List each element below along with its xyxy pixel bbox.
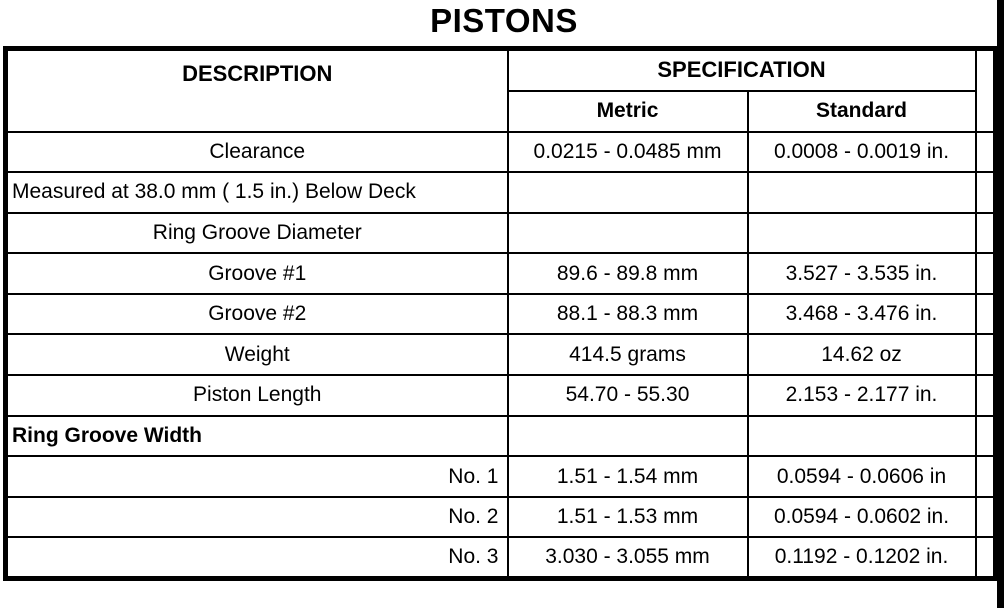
metric-cell	[508, 172, 748, 213]
spacer-cell	[976, 213, 996, 254]
description-cell: Piston Length	[6, 375, 508, 416]
table-row	[6, 253, 996, 294]
description-cell: Groove #2	[6, 294, 508, 335]
standard-cell	[748, 213, 976, 254]
table-row	[6, 497, 996, 538]
table-row	[6, 456, 996, 497]
standard-cell: 3.468 - 3.476 in.	[748, 294, 976, 335]
metric-cell: 1.51 - 1.54 mm	[508, 456, 748, 497]
standard-cell: 0.0594 - 0.0606 in	[748, 456, 976, 497]
spacer-cell	[976, 456, 996, 497]
page-title: PISTONS	[430, 2, 578, 39]
standard-cell: 2.153 - 2.177 in.	[748, 375, 976, 416]
metric-cell: 54.70 - 55.30	[508, 375, 748, 416]
standard-cell: 0.0008 - 0.0019 in.	[748, 132, 976, 173]
spacer-column-header	[976, 49, 996, 132]
metric-cell: 0.0215 - 0.0485 mm	[508, 132, 748, 173]
standard-column-header: Standard	[748, 91, 976, 132]
description-cell: Clearance	[6, 132, 508, 173]
description-cell: No. 3	[6, 537, 508, 578]
metric-cell	[508, 213, 748, 254]
table-row	[6, 416, 996, 457]
metric-cell: 414.5 grams	[508, 334, 748, 375]
metric-cell	[508, 416, 748, 457]
description-cell: Weight	[6, 334, 508, 375]
spacer-cell	[976, 375, 996, 416]
metric-column-header: Metric	[508, 91, 748, 132]
spacer-cell	[976, 172, 996, 213]
spacer-cell	[976, 294, 996, 335]
standard-cell: 14.62 oz	[748, 334, 976, 375]
description-cell: No. 1	[6, 456, 508, 497]
header-row-1	[6, 49, 996, 91]
scan-edge-artifact	[997, 0, 1004, 608]
spacer-cell	[976, 416, 996, 457]
standard-cell	[748, 416, 976, 457]
pistons-spec-table	[3, 46, 998, 581]
table-row	[6, 334, 996, 375]
description-cell: Measured at 38.0 mm ( 1.5 in.) Below Deck	[6, 172, 508, 213]
standard-cell	[748, 172, 976, 213]
metric-cell: 3.030 - 3.055 mm	[508, 537, 748, 578]
spacer-cell	[976, 253, 996, 294]
spacer-cell	[976, 497, 996, 538]
description-cell: No. 2	[6, 497, 508, 538]
table-header	[6, 49, 996, 132]
description-column-header: DESCRIPTION	[6, 49, 508, 132]
table-row	[6, 132, 996, 173]
spacer-cell	[976, 132, 996, 173]
description-cell: Groove #1	[6, 253, 508, 294]
standard-cell: 0.0594 - 0.0602 in.	[748, 497, 976, 538]
specification-column-header: SPECIFICATION	[508, 49, 976, 91]
table-body	[6, 132, 996, 579]
description-cell: Ring Groove Diameter	[6, 213, 508, 254]
spacer-cell	[976, 334, 996, 375]
standard-cell: 3.527 - 3.535 in.	[748, 253, 976, 294]
metric-cell: 1.51 - 1.53 mm	[508, 497, 748, 538]
table-row	[6, 375, 996, 416]
table-row	[6, 213, 996, 254]
spacer-cell	[976, 537, 996, 578]
description-cell: Ring Groove Width	[6, 416, 508, 457]
metric-cell: 88.1 - 88.3 mm	[508, 294, 748, 335]
table-row	[6, 172, 996, 213]
table-row	[6, 537, 996, 578]
table-row	[6, 294, 996, 335]
standard-cell: 0.1192 - 0.1202 in.	[748, 537, 976, 578]
metric-cell: 89.6 - 89.8 mm	[508, 253, 748, 294]
